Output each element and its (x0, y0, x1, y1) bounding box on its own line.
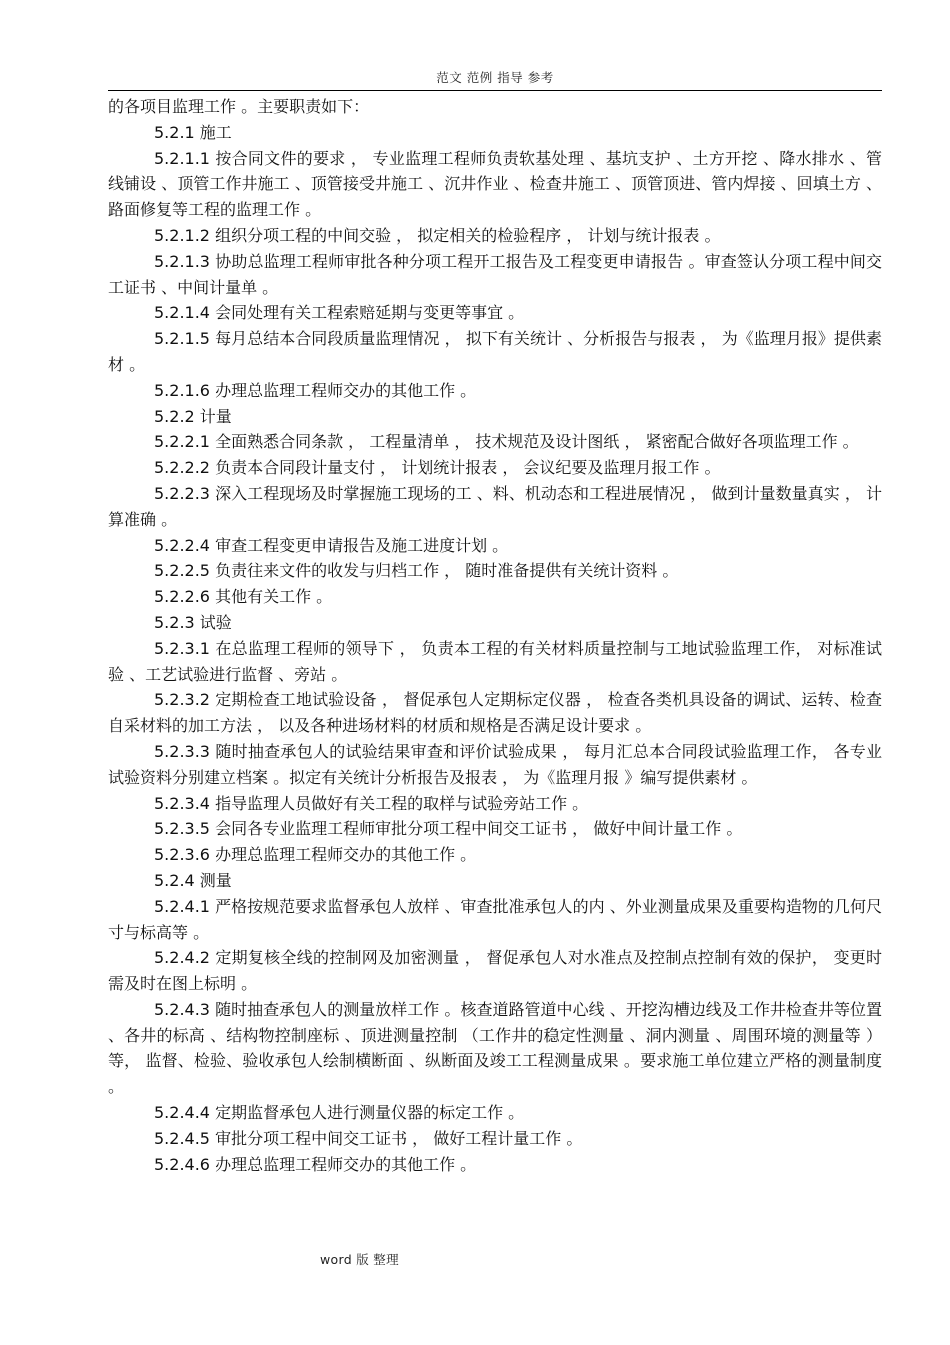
paragraph: 5.2.4.3 随时抽查承包人的测量放样工作 。核查道路管道中心线 、开挖沟槽边线及工作井检查井等位置 、各井的标高 、结构物控制座标 、顶进测量控制 （工作井的稳定性测量 、洞内测量 、周围环境的测量等 ）等， 监督、检验、验收承包人绘制横断面 、纵断面及竣工工程测量成果 。要求施工单位建立严格的测量制度 。 (108, 999, 882, 1097)
paragraph: 5.2.3.5 会同各专业监理工程师审批分项工程中间交工证书 ， 做好中间计量工作 。 (154, 819, 743, 839)
paragraph: 5.2.2.4 审查工程变更申请报告及施工进度计划 。 (154, 535, 509, 555)
paragraph: 5.2.3.1 在总监理工程师的领导下 ， 负责本工程的有关材料质量控制与工地试验监理工作， 对标准试验 、工艺试验进行监督 、旁站 。 (108, 638, 882, 684)
paragraph: 5.2.3.3 随时抽查承包人的试验结果审查和评价试验成果 ， 每月汇总本合同段试验监理工作， 各专业试验资料分别建立档案 。拟定有关统计分析报告及报表 ， 为《监理月报 》编写提供素材 。 (108, 741, 882, 787)
paragraph: 5.2.2.6 其他有关工作 。 (154, 587, 333, 607)
paragraph: 5.2.2.5 负责往来文件的收发与归档工作 ， 随时准备提供有关统计资料 。 (154, 561, 679, 581)
paragraph: 5.2.2.3 深入工程现场及时掌握施工现场的工 、料、机动态和工程进展情况 ， 做到计量数量真实 ， 计算准确 。 (108, 483, 882, 529)
paragraph: 5.2.3.6 办理总监理工程师交办的其他工作 。 (154, 845, 477, 865)
paragraph: 5.2.4.4 定期监督承包人进行测量仪器的标定工作 。 (154, 1103, 525, 1123)
section-heading-construction: 5.2.1 施工 (154, 122, 232, 142)
paragraph: 5.2.1.6 办理总监理工程师交办的其他工作 。 (154, 380, 477, 400)
paragraph: 5.2.2.2 负责本合同段计量支付 ， 计划统计报表 ， 会议纪要及监理月报工作 。 (154, 458, 721, 478)
section-heading-surveying: 5.2.4 测量 (154, 870, 232, 890)
paragraph: 5.2.3.2 定期检查工地试验设备 ， 督促承包人定期标定仪器 ， 检查各类机具设备的调试、运转、检查自采材料的加工方法 ， 以及各种进场材料的材质和规格是否满足设计要求 。 (108, 690, 882, 736)
section-heading-testing: 5.2.3 试验 (154, 612, 232, 632)
page-footer: word 版 整理 (320, 1252, 399, 1267)
paragraph: 5.2.1.4 会同处理有关工程索赔延期与变更等事宜 。 (154, 303, 525, 323)
paragraph: 5.2.4.5 审批分项工程中间交工证书 ， 做好工程计量工作 。 (154, 1128, 583, 1148)
paragraph: 5.2.1.3 协助总监理工程师审批各种分项工程开工报告及工程变更申请报告 。审查签认分项工程中间交工证书 、中间计量单 。 (108, 251, 882, 297)
paragraph: 5.2.4.2 定期复核全线的控制网及加密测量 ， 督促承包人对水准点及控制点控制有效的保护， 变更时需及时在图上标明 。 (108, 948, 882, 994)
document-body (108, 94, 882, 1177)
header-text: 范文 范例 指导 参考 (436, 70, 554, 85)
paragraph: 5.2.1.2 组织分项工程的中间交验 ， 拟定相关的检验程序 ， 计划与统计报表 。 (154, 225, 721, 245)
paragraph: 5.2.4.1 严格按规范要求监督承包人放样 、审查批准承包人的内 、外业测量成果及重要构造物的几何尺寸与标高等 。 (108, 896, 882, 942)
paragraph: 5.2.1.1 按合同文件的要求 ， 专业监理工程师负责软基处理 、基坑支护 、土方开挖 、降水排水 、管线铺设 、顶管工作井施工 、顶管接受井施工 、沉井作业 、检查井施工 、顶管顶进、管内焊接 、回填土方 、路面修复等工程的监理工作 。 (108, 148, 882, 220)
paragraph: 5.2.2.1 全面熟悉合同条款 ， 工程量清单 ， 技术规范及设计图纸 ， 紧密配合做好各项监理工作 。 (154, 432, 859, 452)
paragraph: 5.2.1.5 每月总结本合同段质量监理情况 ， 拟下有关统计 、分析报告与报表 ， 为《监理月报》提供素材 。 (108, 329, 882, 374)
page-header (108, 66, 882, 91)
paragraph: 5.2.3.4 指导监理人员做好有关工程的取样与试验旁站工作 。 (154, 793, 589, 813)
paragraph: 5.2.4.6 办理总监理工程师交办的其他工作 。 (154, 1154, 477, 1174)
paragraph: 的各项目监理工作 。主要职责如下： (108, 97, 370, 116)
section-heading-metering: 5.2.2 计量 (154, 406, 232, 426)
